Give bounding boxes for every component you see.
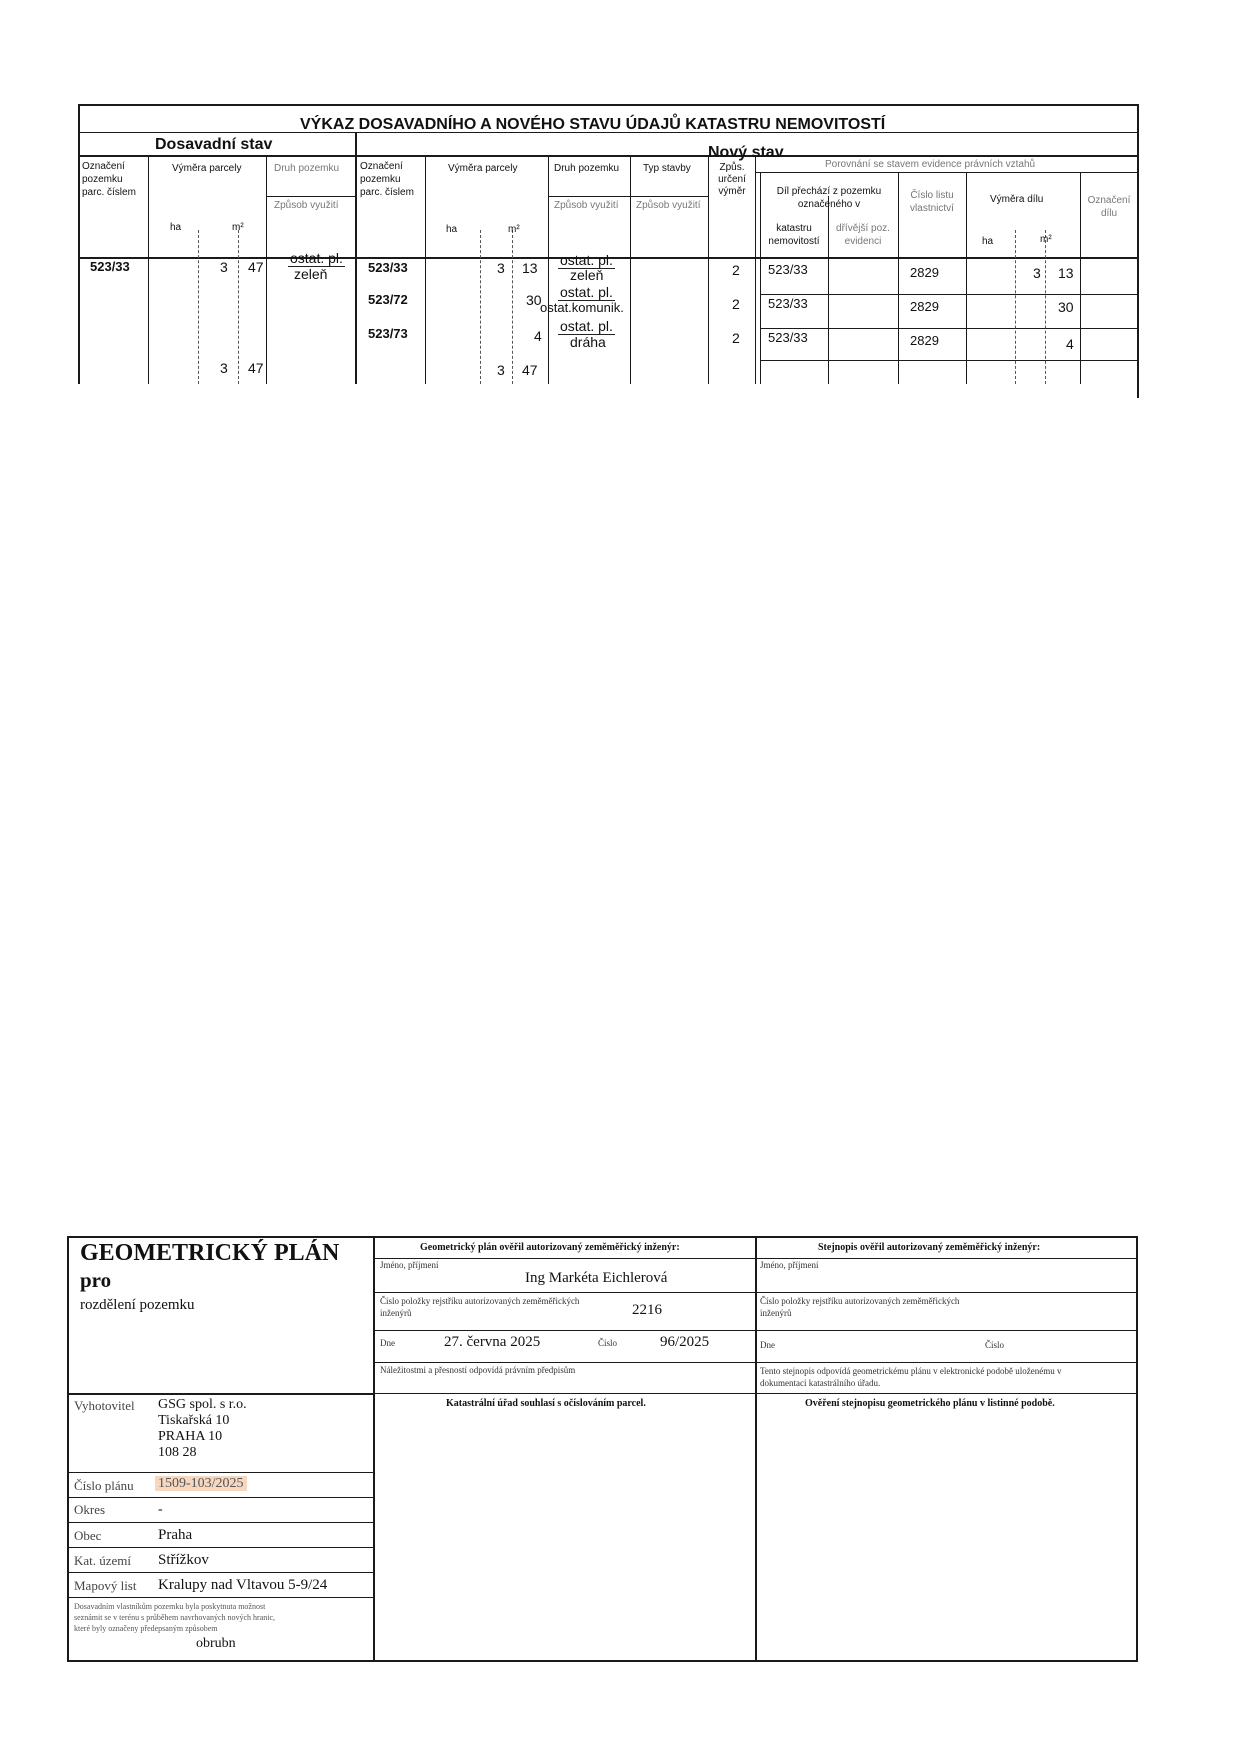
col-line [425, 155, 426, 384]
new-zpusob-1: zeleň [570, 267, 604, 283]
old-druh [288, 250, 345, 266]
col-line [355, 132, 357, 384]
total-new-ha: 3 [497, 362, 505, 378]
new-ha-1: 3 [497, 260, 505, 276]
okres-value: - [158, 1502, 163, 1517]
header-porovnani: Porovnání se stavem evidence právních vztahů [825, 159, 1036, 170]
copy-reg-label: Číslo položky rejstříku autorizovaných zeměměřických inženýrů [760, 1296, 960, 1318]
subheader-divider [548, 196, 708, 197]
copy-header: Stejnopis ověřil autorizovaný zeměměřický inženýr: [818, 1242, 1041, 1253]
number-label: Číslo [598, 1338, 618, 1348]
vyhotovitel-address [158, 1397, 247, 1461]
obec-value: Praha [158, 1527, 193, 1543]
new-katastr-2: 523/33 [768, 296, 808, 311]
header-dil-m2: m² [1040, 234, 1052, 245]
row-divider [760, 328, 1138, 329]
vyhotovitel-label: Vyhotovitel [74, 1398, 135, 1413]
plan-purpose: rozdělení pozemku [80, 1297, 195, 1313]
plan-pro: pro [80, 1268, 112, 1292]
ha-m2-separator [1045, 230, 1046, 384]
new-katastr-1: 523/33 [768, 262, 808, 277]
plan-divider [67, 1393, 373, 1395]
header-m2-old: m² [232, 222, 244, 233]
vykaz-table [0, 0, 1241, 400]
new-m2-1: 13 [522, 260, 538, 276]
geometric-plan-block [0, 1200, 1241, 1700]
copy-date-label: Dne [760, 1340, 775, 1350]
plan-bottom-border [67, 1660, 1137, 1662]
col-line [966, 172, 967, 384]
col-line [148, 155, 149, 384]
header-dil-ha: ha [982, 236, 994, 247]
new-druh-3-text: ostat. pl. [560, 318, 613, 334]
note-line: seznámit se v terénu s průběhem navrhovaných nových hranic, [74, 1613, 276, 1622]
copy-name-label: Jméno, příjmení [760, 1260, 819, 1270]
col-line [760, 172, 761, 384]
new-m2-2: 30 [526, 292, 542, 308]
plan-col-divider [755, 1236, 757, 1662]
new-druh-3 [558, 318, 615, 334]
header-drivejsi: dřívější poz. evidenci [836, 223, 890, 247]
date-label: Dne [380, 1338, 395, 1348]
col-line [1080, 172, 1081, 384]
new-lv-1: 2829 [910, 265, 939, 280]
header-typ-stavby: Typ stavby [643, 163, 691, 174]
total-old-ha: 3 [220, 360, 228, 376]
note-line: které byly označeny předepsaným způsobem [74, 1624, 218, 1633]
header-oznaceni-dilu: Označení dílu [1087, 195, 1131, 219]
old-ha: 3 [220, 259, 228, 275]
vyhotovitel-line: Tiskařská 10 [158, 1413, 230, 1428]
note-value: obrubn [196, 1636, 236, 1651]
cislo-planu-label: Číslo plánu [74, 1478, 134, 1493]
copy-note: Tento stejnopis odpovídá geometrickému plánu v elektronické podobě uloženému v dokumentaci katastrálního úřadu. [760, 1366, 1062, 1388]
ha-m2-separator [1015, 230, 1016, 384]
subheader-divider [266, 196, 356, 197]
old-m2: 47 [248, 259, 264, 275]
table-top-border [78, 104, 1138, 106]
plan-divider [67, 1572, 373, 1573]
reg-label: Číslo položky rejstříku autorizovaných zeměměřických inženýrů [380, 1296, 580, 1318]
office-consent: Katastrální úřad souhlasí s očíslováním parcel. [446, 1398, 646, 1409]
vyhotovitel-line: 108 28 [158, 1445, 197, 1460]
plan-divider [67, 1497, 373, 1498]
ha-m2-separator [480, 230, 481, 384]
copy-verification: Ověření stejnopisu geometrického plánu v listinné podobě. [805, 1398, 1055, 1409]
ha-m2-separator [238, 230, 239, 384]
old-state-label: Dosavadní stav [155, 136, 273, 153]
new-zpusob-3: dráha [570, 334, 606, 350]
col-line [828, 196, 829, 384]
plan-divider [67, 1547, 373, 1548]
vykaz-title: VÝKAZ DOSAVADNÍHO A NOVÉHO STAVU ÚDAJŮ KATASTRU NEMOVITOSTÍ [300, 116, 886, 133]
obec-label: Obec [74, 1528, 102, 1543]
kat-value: Střížkov [158, 1552, 209, 1568]
vyhotovitel-line: PRAHA 10 [158, 1429, 223, 1444]
new-katastr-3: 523/33 [768, 330, 808, 345]
header-ha-new: ha [446, 224, 458, 235]
header-m2-new: m² [508, 224, 520, 235]
total-new-m2: 47 [522, 362, 538, 378]
row-divider [760, 360, 1138, 361]
new-parcel-2: 523/72 [368, 292, 408, 307]
new-lv-3: 2829 [910, 333, 939, 348]
new-state-label: Nový stav [708, 144, 784, 161]
cislo-planu-text: 1509-103/2025 [155, 1476, 247, 1491]
plan-divider [373, 1258, 1137, 1259]
mapovy-label: Mapový list [74, 1578, 137, 1593]
new-dil-m2-2: 30 [1058, 299, 1074, 315]
new-druh-2 [558, 284, 615, 300]
header-vymera-old: Výměra parcely [172, 163, 242, 174]
plan-divider [373, 1393, 1137, 1394]
ha-m2-separator [512, 230, 513, 384]
okres-label: Okres [74, 1502, 106, 1517]
plan-left-border [67, 1236, 69, 1662]
header-druh-old: Druh pozemku [274, 163, 340, 174]
row-divider [760, 294, 1138, 295]
new-urceni-1: 2 [732, 262, 740, 278]
new-druh-2-text: ostat. pl. [560, 284, 613, 300]
owners-note [74, 1601, 275, 1634]
header-zpus-urceni: Způs. určení výměr [718, 162, 746, 197]
plan-divider [373, 1362, 1137, 1363]
plan-divider [373, 1292, 1137, 1293]
old-parcel: 523/33 [90, 259, 130, 274]
plan-divider [373, 1330, 1137, 1331]
new-m2-3: 4 [534, 328, 542, 344]
copy-number-label: Číslo [985, 1340, 1005, 1350]
header-druh-new: Druh pozemku [554, 163, 620, 174]
plan-title: GEOMETRICKÝ PLÁN [80, 1240, 340, 1266]
plan-top-border [67, 1236, 1137, 1238]
new-druh-1-text: ostat. pl. [560, 252, 613, 268]
col-line [78, 104, 80, 384]
header-oznaceni-old: Označení pozemku parc. číslem [82, 161, 136, 198]
col-line [755, 155, 756, 384]
number-value: 96/2025 [660, 1334, 710, 1350]
date-value: 27. června 2025 [444, 1334, 541, 1350]
col-line [708, 155, 709, 384]
mapovy-value: Kralupy nad Vltavou 5-9/24 [158, 1577, 328, 1593]
accuracy-note: Náležitostmi a přesností odpovídá právním předpisům [380, 1365, 576, 1375]
plan-divider [67, 1597, 373, 1598]
old-druh-text: ostat. pl. [290, 250, 343, 266]
new-parcel-1: 523/33 [368, 260, 408, 275]
col-line [630, 155, 631, 384]
header-vymera-dilu: Výměra dílu [990, 194, 1044, 205]
header-divider [78, 155, 1138, 157]
verified-header: Geometrický plán ověřil autorizovaný zeměměřický inženýr: [420, 1242, 680, 1253]
header-oznaceni-new: Označení pozemku parc. číslem [360, 161, 414, 198]
header-katastru: katastru nemovitostí [768, 223, 820, 247]
new-urceni-3: 2 [732, 330, 740, 346]
new-lv-2: 2829 [910, 299, 939, 314]
plan-right-border [1136, 1236, 1138, 1662]
header-zpusob-stavby: Způsob využití [636, 200, 701, 211]
new-druh-1 [558, 252, 615, 268]
cislo-planu-value [155, 1476, 247, 1492]
old-zpusob: zeleň [294, 266, 328, 282]
plan-divider [67, 1522, 373, 1523]
plan-divider [67, 1472, 373, 1473]
total-old-m2: 47 [248, 360, 264, 376]
col-line [898, 172, 899, 384]
vyhotovitel-line: GSG spol. s r.o. [158, 1397, 247, 1412]
plan-col-divider [373, 1236, 375, 1662]
header-zpusob-new: Způsob využití [554, 200, 619, 211]
col-line [1137, 104, 1139, 398]
new-dil-m2-1: 13 [1058, 265, 1074, 281]
header-cislo-listu: Číslo listu vlastnictví [910, 190, 954, 214]
new-zpusob-2: ostat.komunik. [540, 300, 624, 315]
col-line [548, 155, 549, 384]
new-urceni-2: 2 [732, 296, 740, 312]
name-label: Jméno, příjmení [380, 1260, 439, 1270]
reg-value: 2216 [632, 1302, 662, 1318]
header-ha-old: ha [170, 222, 182, 233]
note-line: Dosavadním vlastníkům pozemku byla poskytnuta možnost [74, 1602, 266, 1611]
new-dil-m2-3: 4 [1066, 336, 1074, 352]
col-line [266, 155, 267, 384]
header-vymera-new: Výměra parcely [448, 163, 518, 174]
kat-label: Kat. území [74, 1553, 132, 1568]
new-dil-ha-1: 3 [1033, 265, 1041, 281]
header-zpusob-old: Způsob využití [274, 200, 339, 211]
ha-m2-separator [198, 230, 199, 384]
new-parcel-3: 523/73 [368, 326, 408, 341]
engineer-name: Ing Markéta Eichlerová [525, 1270, 668, 1286]
header-dil-prechazi: Díl přechází z pozemku označeného v [776, 186, 882, 210]
